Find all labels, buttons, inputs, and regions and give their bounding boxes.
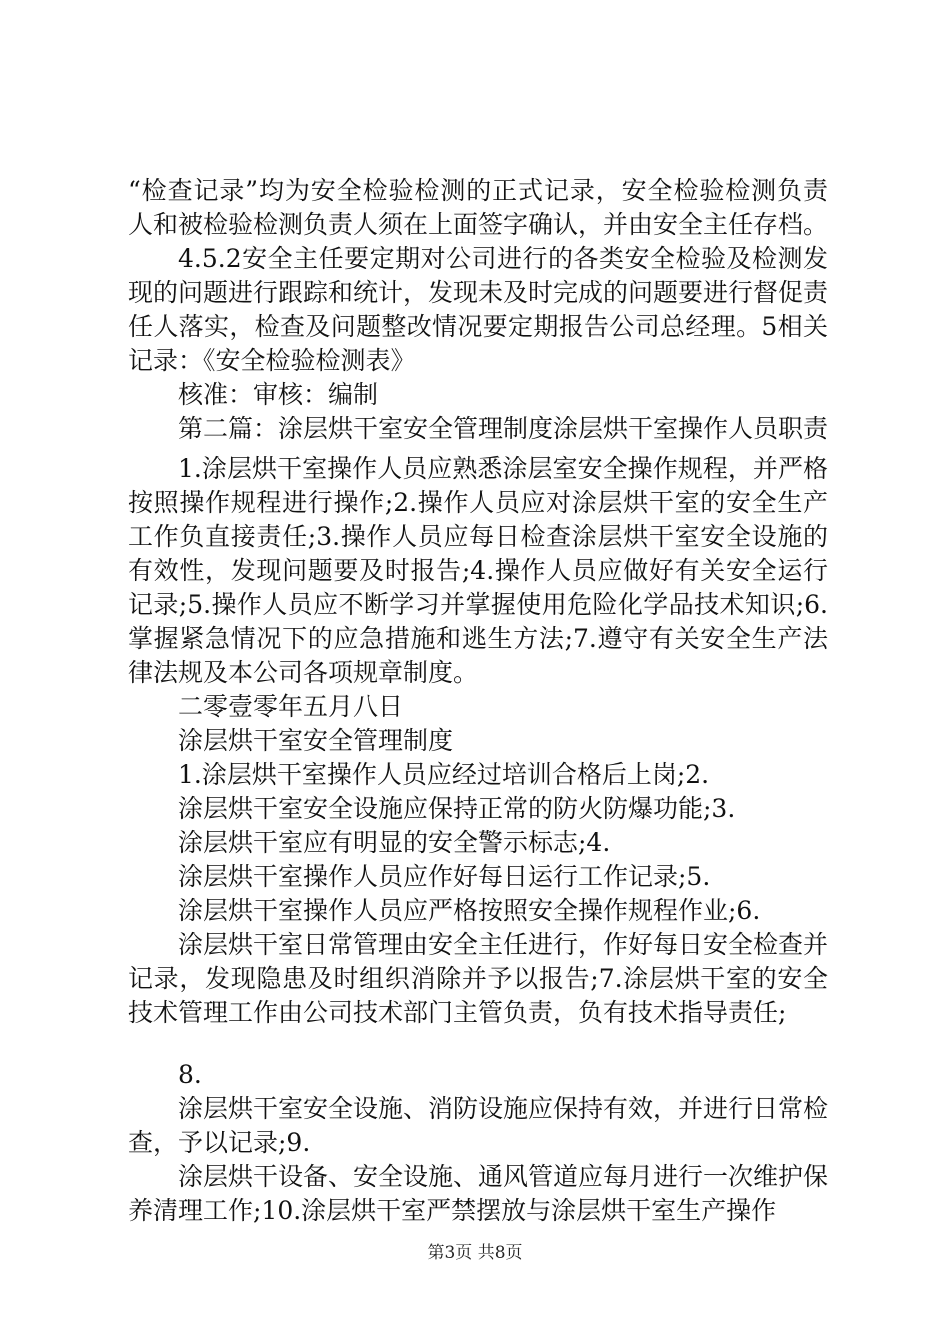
paragraph-operator-duties: 1.涂层烘干室操作人员应熟悉涂层室安全操作规程，并严格按照操作规程进行操作;2.操作人员应对涂层烘干室的安全生产工作负直接责任;3.操作人员应每日检查涂层烘干室安全设施的有效性，发现问题要及时报告;4.操作人员应做好有关安全运行记录;5.操作人员应不断学习并掌握使用危险化学品技术知识;6.掌握紧急情况下的应急措施和逃生方法;7.遵守有关安全生产法律法规及本公司各项规章制度。 [128,454,828,687]
rule-item-2: 涂层烘干室安全设施应保持正常的防火防爆功能;3. [178,794,736,823]
page-footer: 第3页 共8页 [427,1243,523,1263]
rule-item-8: 涂层烘干室安全设施、消防设施应保持有效，并进行日常检查，予以记录;9. [128,1094,829,1157]
rule-item-1: 1.涂层烘干室操作人员应经过培训合格后上岗;2. [178,760,710,789]
paragraph-approval-line: 核准：审核：编制 [178,380,379,409]
paragraph-record-note: “检查记录”均为安全检验检测的正式记录，安全检验检测负责人和被检验检测负责人须在上面签字确认，并由安全主任存档。 [128,176,829,239]
paragraph-date: 二零壹零年五月八日 [178,692,404,721]
rule-item-3: 涂层烘干室应有明显的安全警示标志;4. [178,828,611,857]
section-heading-management-rules: 涂层烘干室安全管理制度 [178,726,454,755]
document-body [128,174,828,1228]
paragraph-4-5-2: 4.5.2安全主任要定期对公司进行的各类安全检验及检测发现的问题进行跟踪和统计，发现未及时完成的问题要进行督促责任人落实，检查及问题整改情况要定期报告公司总经理。5相关记录：《安全检验检测表》 [128,244,829,375]
rule-item-4: 涂层烘干室操作人员应作好每日运行工作记录;5. [178,862,711,891]
rule-item-9: 涂层烘干设备、安全设施、通风管道应每月进行一次维护保养清理工作;10.涂层烘干室严禁摆放与涂层烘干室生产操作 [128,1162,829,1225]
rule-item-5: 涂层烘干室操作人员应严格按照安全操作规程作业;6. [178,896,761,925]
section-heading-part-two: 第二篇：涂层烘干室安全管理制度涂层烘干室操作人员职责 [178,414,829,443]
rule-item-6: 涂层烘干室日常管理由安全主任进行，作好每日安全检查并记录，发现隐患及时组织消除并予以报告;7.涂层烘干室的安全技术管理工作由公司技术部门主管负责，负有技术指导责任; [128,930,829,1027]
rule-item-8-number: 8. [178,1060,202,1089]
